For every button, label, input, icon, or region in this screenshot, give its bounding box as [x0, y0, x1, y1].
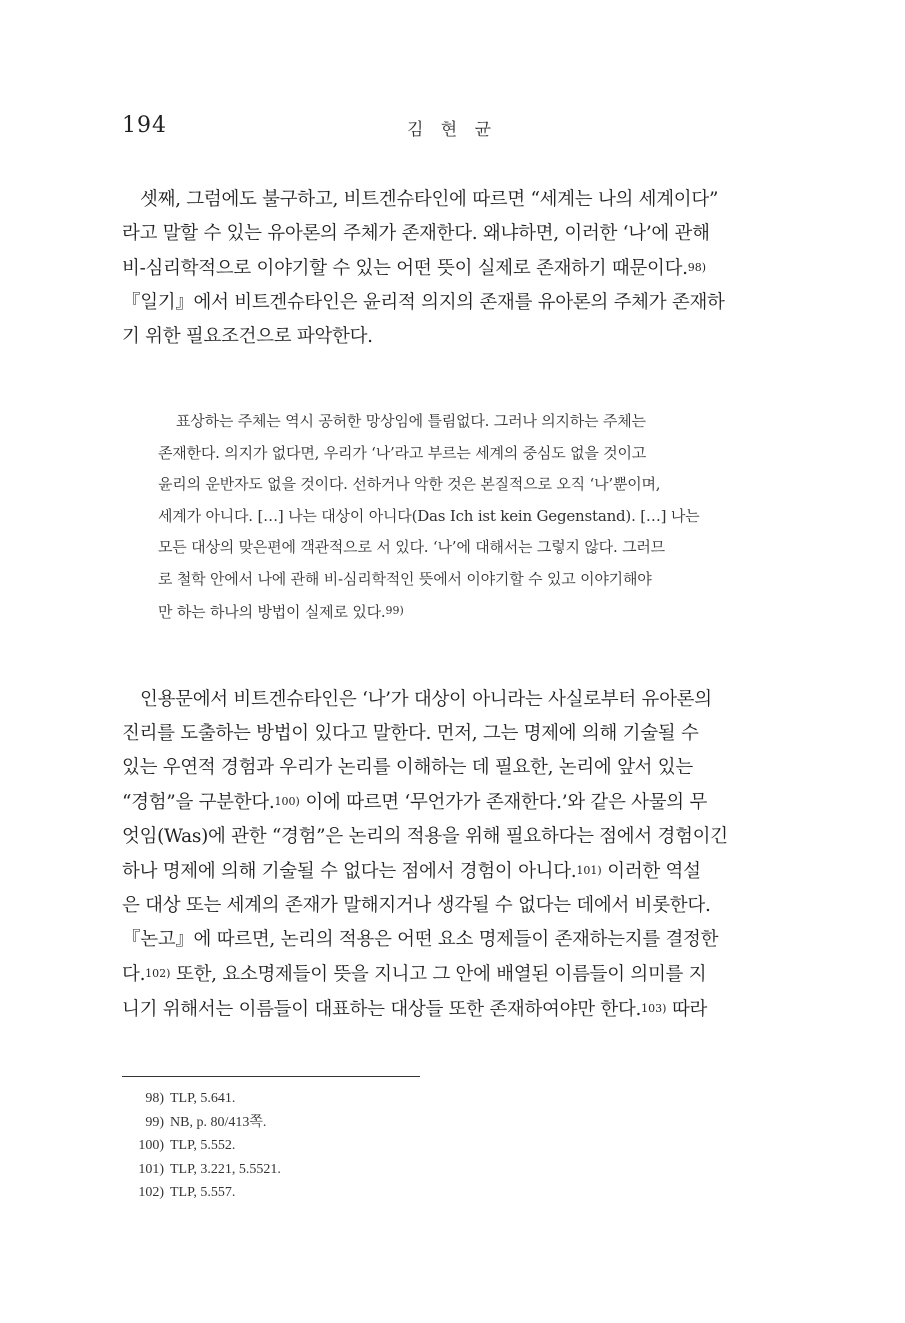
text-line: 니기 위해서는 이름들이 대표하는 대상들 또한 존재하여야만 한다.$^{103)}$ 따라	[122, 999, 708, 1020]
footnote	[122, 1087, 522, 1111]
block-quote	[158, 406, 758, 629]
quote-line: 만 하는 하나의 방법이 실제로 있다.$^{99)}$	[158, 603, 404, 621]
footnote-ref[interactable]: 98)	[687, 261, 707, 274]
quote-line: 표상하는 주체는 역시 공허한 망상임에 틀림없다. 그러나 의지하는 주체는	[176, 412, 646, 430]
text-line: 은 대상 또는 세계의 존재가 말해지거나 생각될 수 없다는 데에서 비롯한다.	[122, 895, 711, 916]
running-head-author: 김 현 균	[406, 120, 498, 140]
text-line: 인용문에서 비트겐슈타인은 ‘나’가 대상이 아니라는 사실로부터 유아론의	[140, 689, 712, 710]
footnote-text: NB, p. 80/413쪽.	[170, 1114, 267, 1130]
footnote-number: 100)	[138, 1138, 164, 1153]
footnote	[122, 1111, 522, 1135]
page-header	[122, 113, 782, 143]
text-line: 비-심리학적으로 이야기할 수 있는 어떤 뜻이 실제로 존재하기 때문이다.$^{98)}$	[122, 258, 707, 279]
text-line: 『일기』에서 비트겐슈타인은 윤리적 의지의 존재를 유아론의 주체가 존재하	[122, 292, 725, 313]
footnote-ref[interactable]: 103)	[641, 1002, 667, 1015]
footnote	[122, 1181, 522, 1205]
text-line: 다.$^{102)}$ 또한, 요소명제들이 뜻을 지니고 그 안에 배열된 이름들이 의미를 지	[122, 964, 707, 985]
footnote-ref[interactable]: 102)	[145, 967, 171, 980]
body-paragraph-1	[122, 183, 782, 354]
quote-line: 세계가 아니다. […] 나는 대상이 아니다(Das Ich ist kein Gegenstand). […] 나는	[158, 506, 700, 525]
text-line: 기 위한 필요조건으로 파악한다.	[122, 326, 373, 347]
footnotes	[122, 1076, 522, 1205]
text-line: 『논고』에 따르면, 논리의 적용은 어떤 요소 명제들이 존재하는지를 결정한	[122, 929, 719, 950]
body-paragraph-2	[122, 683, 782, 1027]
footnote-ref[interactable]: 99)	[385, 604, 404, 617]
text-line: “경험”을 구분한다.$^{100)}$ 이에 따르면 ‘무언가가 존재한다.’와 같은 사물의 무	[122, 792, 708, 813]
footnote-ref[interactable]: 100)	[274, 795, 300, 808]
footnote-divider	[122, 1076, 420, 1077]
text-line: 라고 말할 수 있는 유아론의 주체가 존재한다. 왜냐하면, 이러한 ‘나’에 관해	[122, 223, 710, 244]
footnote-number: 102)	[138, 1185, 164, 1200]
page-number: 194	[122, 113, 167, 138]
footnote-number: 98)	[145, 1091, 164, 1106]
footnote	[122, 1158, 522, 1182]
footnote	[122, 1134, 522, 1158]
text-line: 있는 우연적 경험과 우리가 논리를 이해하는 데 필요한, 논리에 앞서 있는	[122, 757, 693, 778]
text-line: 진리를 도출하는 방법이 있다고 말한다. 먼저, 그는 명제에 의해 기술될 수	[122, 723, 699, 744]
footnote-text: TLP, 3.221, 5.5521.	[170, 1161, 281, 1177]
text-line: 엇임(Was)에 관한 “경험”은 논리의 적용을 위해 필요하다는 점에서 경험이긴	[122, 826, 728, 847]
quote-line: 로 철학 안에서 나에 관해 비-심리학적인 뜻에서 이야기할 수 있고 이야기해야	[158, 569, 652, 588]
footnote-number: 101)	[138, 1161, 164, 1177]
text-line: 셋째, 그럼에도 불구하고, 비트겐슈타인에 따르면 “세계는 나의 세계이다”	[140, 189, 719, 210]
footnote-text: TLP, 5.557.	[170, 1185, 236, 1200]
quote-line: 윤리의 운반자도 없을 것이다. 선하거나 악한 것은 본질적으로 오직 ‘나’뿐이며,	[158, 475, 661, 493]
footnote-number: 99)	[145, 1114, 164, 1130]
text-line: 하나 명제에 의해 기술될 수 없다는 점에서 경험이 아니다.$^{101)}$ 이러한 역설	[122, 861, 701, 882]
footnote-text: TLP, 5.641.	[170, 1091, 236, 1106]
footnote-text: TLP, 5.552.	[170, 1138, 236, 1153]
quote-line: 존재한다. 의지가 없다면, 우리가 ‘나’라고 부르는 세계의 중심도 없을 것이고	[158, 443, 647, 462]
quote-line: 모든 대상의 맞은편에 객관적으로 서 있다. ‘나’에 대해서는 그렇지 않다. 그러므	[158, 538, 665, 556]
footnote-ref[interactable]: 101)	[576, 864, 602, 877]
